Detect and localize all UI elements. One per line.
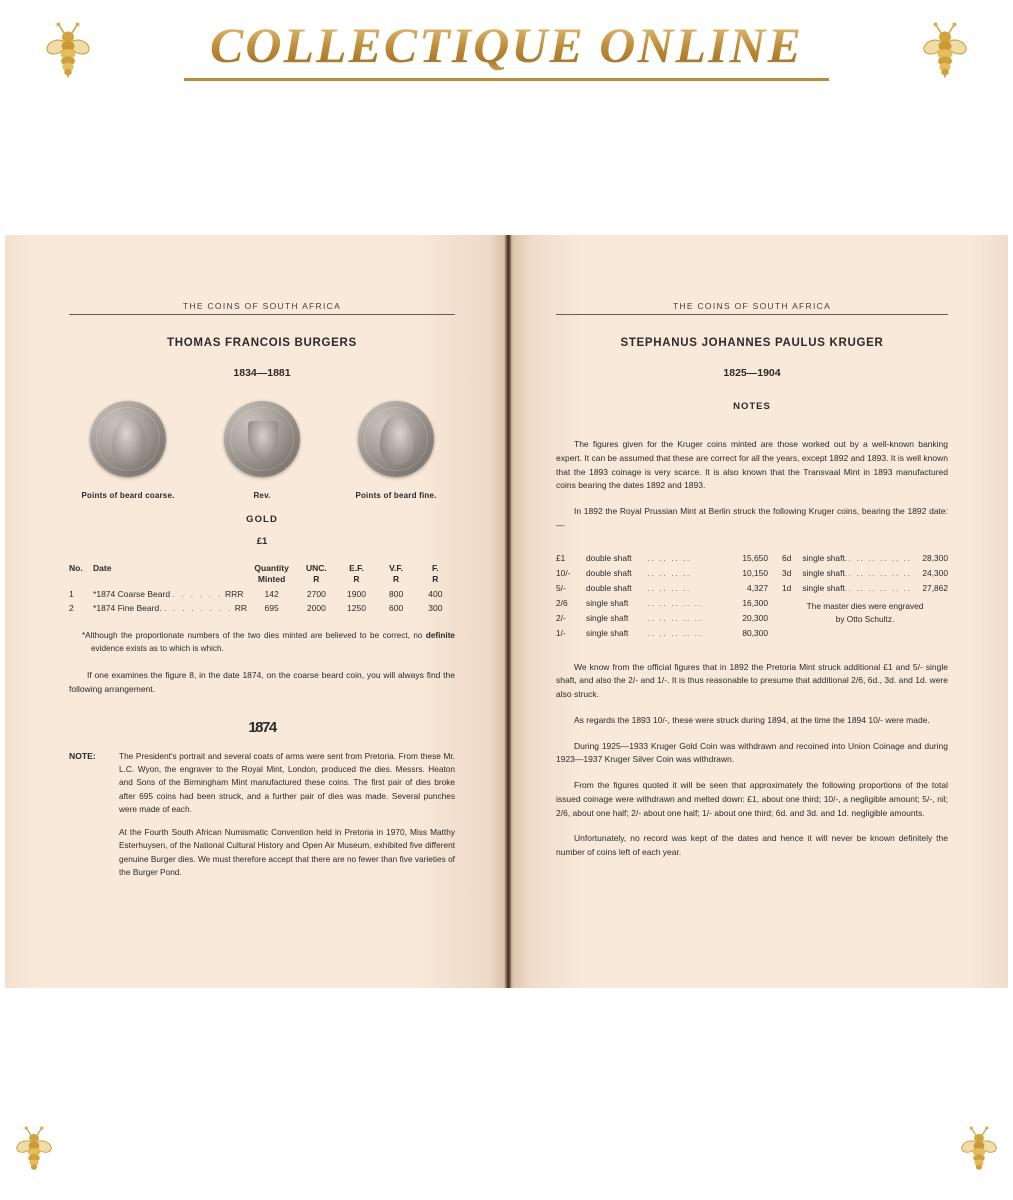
cell-date-text: *1874 Coarse Beard <box>93 588 171 599</box>
cell-date <box>93 587 247 601</box>
table-row <box>556 551 768 566</box>
column-header-quantity-line2: Minted <box>257 574 286 585</box>
table-header-row <box>69 563 455 587</box>
leader-dots: .. .. .. .. .. <box>647 628 703 639</box>
cell-no: 1 <box>69 588 74 599</box>
coin-image-reverse <box>224 401 300 477</box>
cell-ef: 1250 <box>347 602 366 613</box>
note-paragraph: At the Fourth South African Numismatic Convention held in Pretoria in 1970, Miss Matthy Esterhuysen, of the National Cultural History and Open Air Museum, exhibited five different genuine Burger dies. We must therefore accept that there are no fewer than five varieties of the Burger Pond. <box>119 827 455 877</box>
cell-shaft: double shaft <box>586 568 632 579</box>
column-header-ef-line1: E.F. <box>349 563 364 573</box>
coat-of-arms-relief <box>248 421 278 459</box>
cell-denomination: 10/- <box>556 568 571 579</box>
kruger-figures-tables <box>556 551 948 641</box>
notes-heading: NOTES <box>733 401 771 412</box>
cell-vf: 800 <box>389 588 404 599</box>
coin-figure <box>337 401 455 500</box>
coin-figure-group <box>69 401 455 500</box>
cell-date-text: *1874 Fine Beard. <box>93 602 162 613</box>
cell-denomination: 6d <box>782 553 792 564</box>
cell-quantity: 24,300 <box>922 568 948 579</box>
header-rule <box>69 314 455 315</box>
book-gutter <box>505 235 512 988</box>
engraver-note <box>782 600 948 627</box>
leader-dots: .. .. .. .. <box>647 553 691 564</box>
cell-quantity: 4,327 <box>747 583 768 594</box>
page-title: THOMAS FRANCOIS BURGERS <box>167 337 357 349</box>
cell-quantity: 80,300 <box>742 628 768 639</box>
cell-denomination: 1d <box>782 583 792 594</box>
note-body <box>119 750 455 889</box>
cell-quantity: 20,300 <box>742 613 768 624</box>
table-footnote: *Although the proportionate numbers of the two dies minted are believed to be correct, no definite evidence exists as to which is which. <box>82 630 455 654</box>
leader-dots: .. .. .. .. .. .. <box>844 553 912 564</box>
cell-shaft: double shaft <box>586 553 632 564</box>
column-header-f <box>416 563 455 587</box>
open-book-spread <box>5 235 1008 988</box>
right-page <box>512 235 1008 988</box>
coin-caption: Points of beard coarse. <box>81 491 175 500</box>
cell-shaft: single shaft <box>586 598 629 609</box>
ruler-dates: 1834—1881 <box>233 367 291 379</box>
bee-icon <box>923 22 967 83</box>
column-header-f-line1: F. <box>432 563 439 573</box>
bee-icon <box>961 1125 997 1178</box>
paragraph-after-table: If one examines the figure 8, in the date 1874, on the coarse beard coin, you will always find the following arrangement. <box>69 670 455 694</box>
column-header-unc-line2: R <box>313 574 320 585</box>
cell-shaft: double shaft <box>586 583 632 594</box>
running-head: THE COINS OF SOUTH AFRICA <box>182 301 342 311</box>
engraver-note-line2: by Otto Schultz. <box>835 613 895 624</box>
bee-icon <box>46 22 90 83</box>
gold-coin-table <box>69 563 455 615</box>
coin-caption: Rev. <box>253 491 271 500</box>
table-row <box>782 566 948 581</box>
year-heading: 1874 <box>248 718 276 736</box>
coin-bust-relief <box>112 417 146 465</box>
figures-column-left <box>556 551 768 641</box>
intro-paragraph: In 1892 the Royal Prussian Mint at Berlin struck the following Kruger coins, bearing the 1892 date:— <box>556 506 948 530</box>
column-header-quantity <box>247 563 296 587</box>
running-head: THE COINS OF SOUTH AFRICA <box>672 301 832 311</box>
cell-shaft: single shaft <box>802 583 845 594</box>
cell-denomination: 2/- <box>556 613 566 624</box>
site-masthead <box>0 0 1013 100</box>
cell-quantity: 16,300 <box>742 598 768 609</box>
table-row <box>556 581 768 596</box>
coin-bust-relief <box>380 417 414 465</box>
page-title: STEPHANUS JOHANNES PAULUS KRUGER <box>620 337 884 349</box>
cell-no: 2 <box>69 602 74 613</box>
cell-quantity: 28,300 <box>922 553 948 564</box>
coin-figure <box>203 401 321 500</box>
intro-paragraph: The figures given for the Kruger coins minted are those worked out by a well-known banking expert. It can be assumed that these are correct for all the years, except 1892 and 1893. It is well known that the 1893 coinage is very scarce. It is also known that the Transvaal Mint in 1893 manufactured coins bearing the dates 1892 and 1893. <box>556 439 948 491</box>
cell-f: 300 <box>428 602 443 613</box>
column-header-vf <box>376 563 415 587</box>
header-rule <box>556 314 948 315</box>
cell-quantity: 15,650 <box>742 553 768 564</box>
cell-unc: 2000 <box>306 602 326 613</box>
column-header-unc <box>296 563 336 587</box>
table-row <box>556 611 768 626</box>
cell-shaft: single shaft <box>586 613 629 624</box>
coin-figure <box>69 401 187 500</box>
cell-shaft: single shaft <box>802 568 845 579</box>
cell-denomination: 5/- <box>556 583 566 594</box>
column-header-vf-line1: V.F. <box>389 563 404 573</box>
figures-table-left <box>556 551 768 641</box>
cell-f: 400 <box>428 588 443 599</box>
coin-image-obverse-fine <box>358 401 434 477</box>
metal-heading: GOLD <box>246 514 278 525</box>
cell-ef: 1900 <box>347 588 366 599</box>
cell-vf: 600 <box>389 602 404 613</box>
note-block <box>69 750 455 889</box>
table-row <box>556 596 768 611</box>
body-paragraph: Unfortunately, no record was kept of the dates and hence it will never be known definitely the number of coins left of each year. <box>556 833 948 858</box>
cell-shaft: single shaft <box>586 628 629 639</box>
note-label: NOTE: <box>69 750 96 761</box>
denomination-heading: £1 <box>256 536 268 547</box>
column-header-date: Date <box>93 563 112 573</box>
column-header-vf-line2: R <box>393 574 400 585</box>
footnote-emphasis: definite <box>425 630 455 640</box>
body-paragraph: During 1925—1933 Kruger Gold Coin was withdrawn and recoined into Union Coinage and during 1923—1937 Kruger Silver Coin was withdrawn. <box>556 740 948 765</box>
table-row <box>69 587 455 601</box>
leader-dots: .. .. .. .. .. <box>647 598 703 609</box>
column-header-unc-line1: UNC. <box>305 563 327 573</box>
bee-icon <box>16 1125 52 1178</box>
column-header-ef-line2: R <box>353 574 360 585</box>
cell-shaft: single shaft <box>802 553 845 564</box>
table-row <box>556 626 768 641</box>
cell-date <box>93 601 247 615</box>
cell-denomination: 1/- <box>556 628 566 639</box>
cell-unc: 2700 <box>306 588 326 599</box>
body-paragraph: From the figures quoted it will be seen that approximately the following proportions of the total issued coinage were withdrawn and melted down: £1, about one third; 10/-, a negligible amount; 5/-, nil; 2/6, about one half; 2/- about one half; 1/- about one third; 6d. and 3d. and 1d. negligible amounts. <box>556 780 948 818</box>
leader-dots: .. .. .. .. .. <box>647 613 703 624</box>
column-header-ef <box>337 563 377 587</box>
left-page <box>5 235 505 988</box>
cell-rarity: RRR <box>225 588 244 599</box>
leader-dots: . . . . . . . . <box>163 602 233 613</box>
coin-image-obverse-coarse <box>90 401 166 477</box>
coin-caption: Points of beard fine. <box>355 491 437 500</box>
cell-quantity: 142 <box>264 588 279 599</box>
note-paragraph: The President's portrait and several coats of arms were sent from Pretoria. From these Mr. L.C. Wyon, the engraver to the Royal Mint, London, produced the dies. Messrs. Heaton and Sons of the Birmingham Mint manufactured these coins. The first pair of dies broke after 695 coins had been struck, and a further pair of dies was made. Several punches were made of each. <box>119 750 455 814</box>
cell-denomination: 3d <box>782 568 792 579</box>
body-paragraph: As regards the 1893 10/-, these were struck during 1894, at the time the 1894 10/- were made. <box>574 714 930 725</box>
cell-rarity: RR <box>234 602 248 613</box>
table-row <box>782 551 948 566</box>
body-paragraph: We know from the official figures that in 1892 the Pretoria Mint struck additional £1 and 5/- single shaft, and also the 2/- and 1/-. It is thus reasonable to presume that additional 2/6, 6d., 3d. and 1d. were also struck. <box>556 661 948 700</box>
site-title: COLLECTIQUE ONLINE <box>184 19 829 81</box>
table-row <box>556 566 768 581</box>
leader-dots: .. .. .. .. <box>647 568 691 579</box>
table-row <box>69 601 455 615</box>
leader-dots: . . . . . . <box>172 588 223 599</box>
column-header-quantity-line1: Quantity <box>254 563 289 573</box>
ruler-dates: 1825—1904 <box>723 367 781 379</box>
column-header-no: No. <box>69 563 83 573</box>
leader-dots: .. .. .. .. .. .. <box>844 583 912 594</box>
cell-denomination: £1 <box>556 553 566 564</box>
figures-column-right <box>782 551 948 641</box>
table-row <box>782 581 948 596</box>
cell-quantity: 27,862 <box>922 583 948 594</box>
engraver-note-line1: The master dies were engraved <box>806 600 924 611</box>
cell-quantity: 10,150 <box>742 568 768 579</box>
cell-quantity: 695 <box>264 602 279 613</box>
figures-table-right <box>782 551 948 596</box>
cell-denomination: 2/6 <box>556 598 568 609</box>
leader-dots: .. .. .. .. .. .. <box>844 568 912 579</box>
leader-dots: .. .. .. .. <box>647 583 691 594</box>
column-header-f-line2: R <box>432 574 439 585</box>
